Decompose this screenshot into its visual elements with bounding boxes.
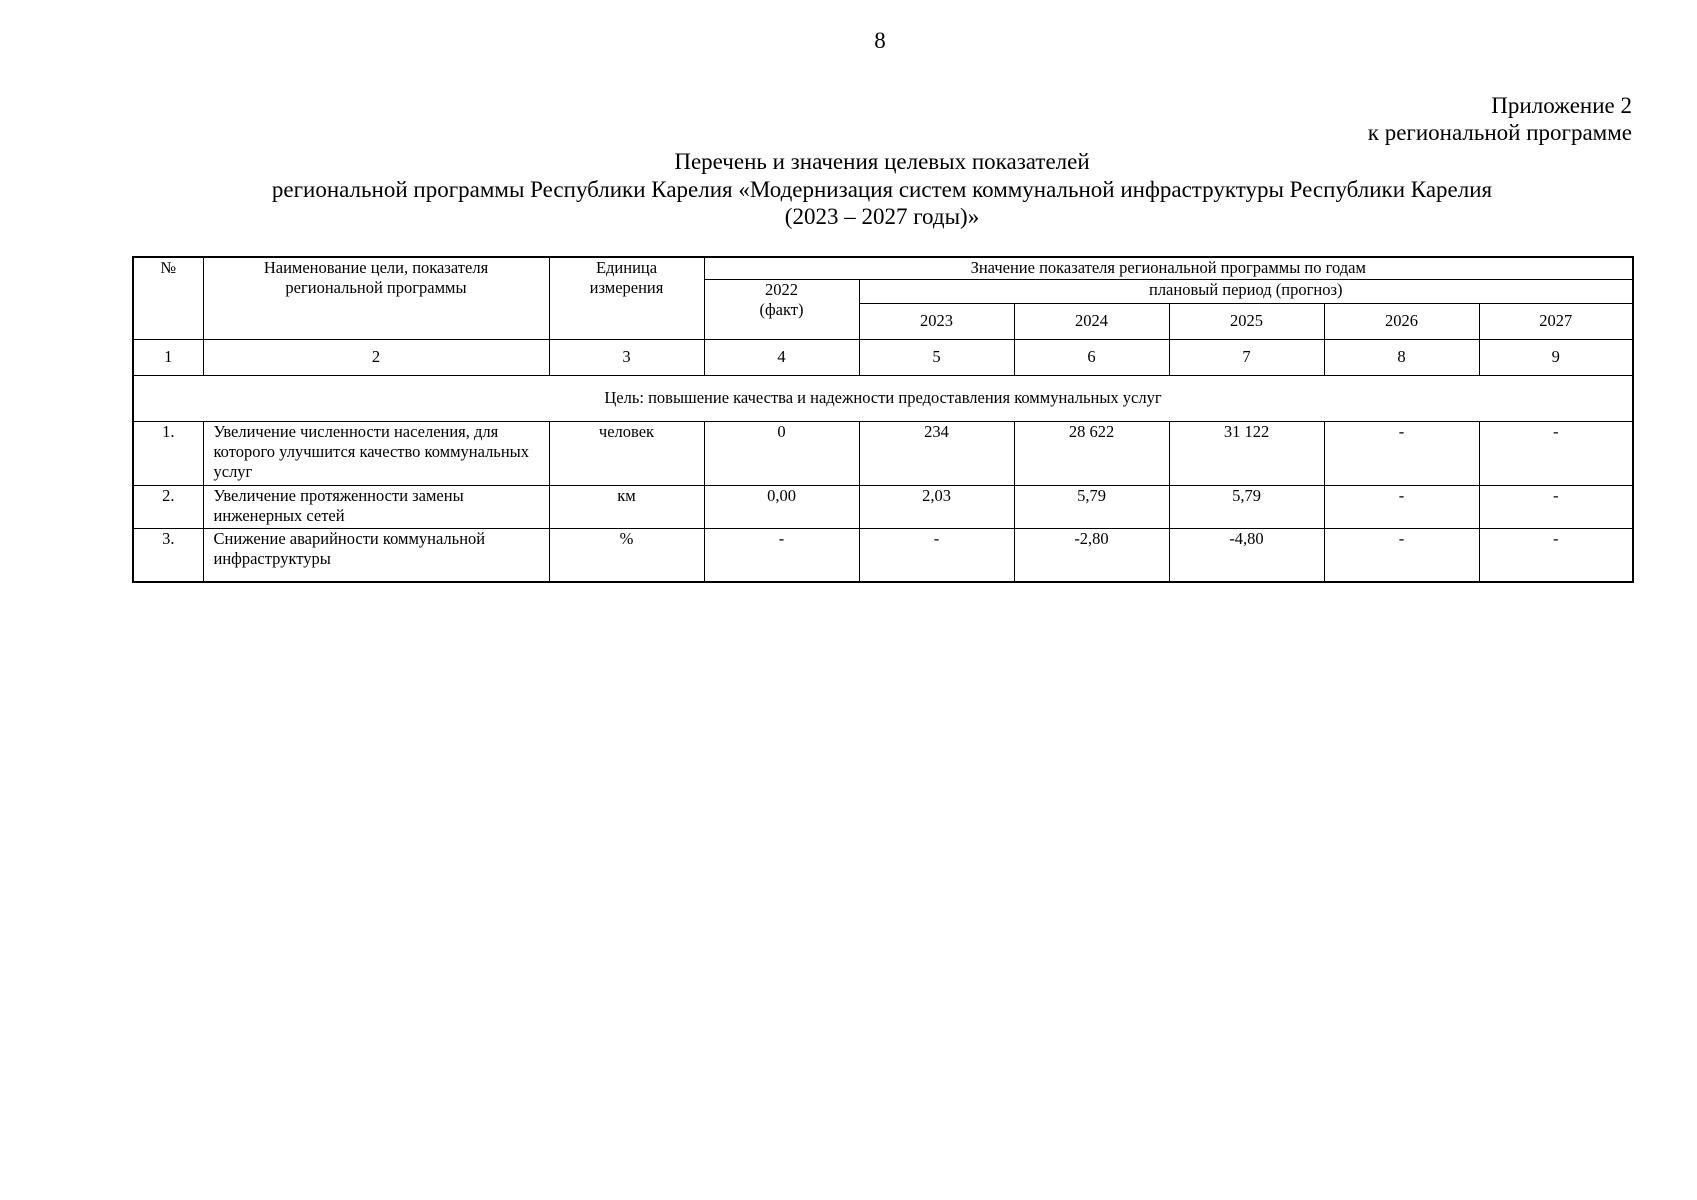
appendix-line-2: к региональной программе: [1367, 120, 1632, 145]
row-value: 0,00: [704, 485, 859, 528]
header-plan-period: плановый период (прогноз): [859, 279, 1633, 303]
column-number: 9: [1479, 339, 1633, 375]
row-num: 3.: [133, 528, 203, 582]
row-name: Увеличение протяженности замены инженерных сетей: [203, 485, 549, 528]
row-value: -: [1479, 528, 1633, 582]
title-line-1: Перечень и значения целевых показателей: [674, 149, 1090, 174]
title-line-3: (2023 – 2027 годы)»: [784, 204, 980, 229]
goal-row: [133, 375, 1633, 421]
header-row-1: [133, 257, 1633, 279]
page-number: 8: [874, 28, 886, 53]
column-number: 4: [704, 339, 859, 375]
document-title: [133, 148, 1631, 231]
row-value: -: [704, 528, 859, 582]
goal-text: Цель: повышение качества и надежности предоставления коммунальных услуг: [133, 375, 1633, 421]
row-value: 5,79: [1014, 485, 1169, 528]
column-number: 8: [1324, 339, 1479, 375]
header-num: №: [133, 257, 203, 339]
table-row: [133, 528, 1633, 582]
header-unit: Единица измерения: [549, 257, 704, 339]
header-year-2023: 2023: [859, 303, 1014, 339]
header-year-2024: 2024: [1014, 303, 1169, 339]
row-value: -2,80: [1014, 528, 1169, 582]
column-number: 7: [1169, 339, 1324, 375]
indicators-table: [132, 256, 1634, 583]
row-value: 5,79: [1169, 485, 1324, 528]
row-value: -: [1324, 485, 1479, 528]
row-value: -: [1479, 485, 1633, 528]
row-value: -: [1479, 421, 1633, 485]
appendix-label: [1368, 92, 1632, 146]
header-values-group: Значение показателя региональной программы по годам: [704, 257, 1633, 279]
row-unit: человек: [549, 421, 704, 485]
header-year-2027: 2027: [1479, 303, 1633, 339]
row-name: Снижение аварийности коммунальной инфраструктуры: [203, 528, 549, 582]
row-value: 31 122: [1169, 421, 1324, 485]
row-value: -4,80: [1169, 528, 1324, 582]
row-num: 2.: [133, 485, 203, 528]
row-num: 1.: [133, 421, 203, 485]
header-fact-year: 2022 (факт): [704, 279, 859, 339]
row-value: -: [1324, 421, 1479, 485]
row-value: 0: [704, 421, 859, 485]
column-number: 3: [549, 339, 704, 375]
column-number: 5: [859, 339, 1014, 375]
row-value: -: [859, 528, 1014, 582]
table-row: [133, 485, 1633, 528]
row-value: 28 622: [1014, 421, 1169, 485]
header-year-2026: 2026: [1324, 303, 1479, 339]
row-value: 2,03: [859, 485, 1014, 528]
column-number: 6: [1014, 339, 1169, 375]
row-unit: км: [549, 485, 704, 528]
title-line-2: региональной программы Республики Карелия «Модернизация систем коммунальной инфраструктуры Республики Карелия: [271, 176, 1493, 202]
table-row: [133, 421, 1633, 485]
appendix-line-1: Приложение 2: [1491, 93, 1632, 118]
column-number: 2: [203, 339, 549, 375]
row-name: Увеличение численности населения, для которого улучшится качество коммунальных услуг: [203, 421, 549, 485]
column-number-row: [133, 339, 1633, 375]
column-number: 1: [133, 339, 203, 375]
header-name: Наименование цели, показателя региональной программы: [203, 257, 549, 339]
row-unit: %: [549, 528, 704, 582]
row-value: -: [1324, 528, 1479, 582]
row-value: 234: [859, 421, 1014, 485]
header-year-2025: 2025: [1169, 303, 1324, 339]
